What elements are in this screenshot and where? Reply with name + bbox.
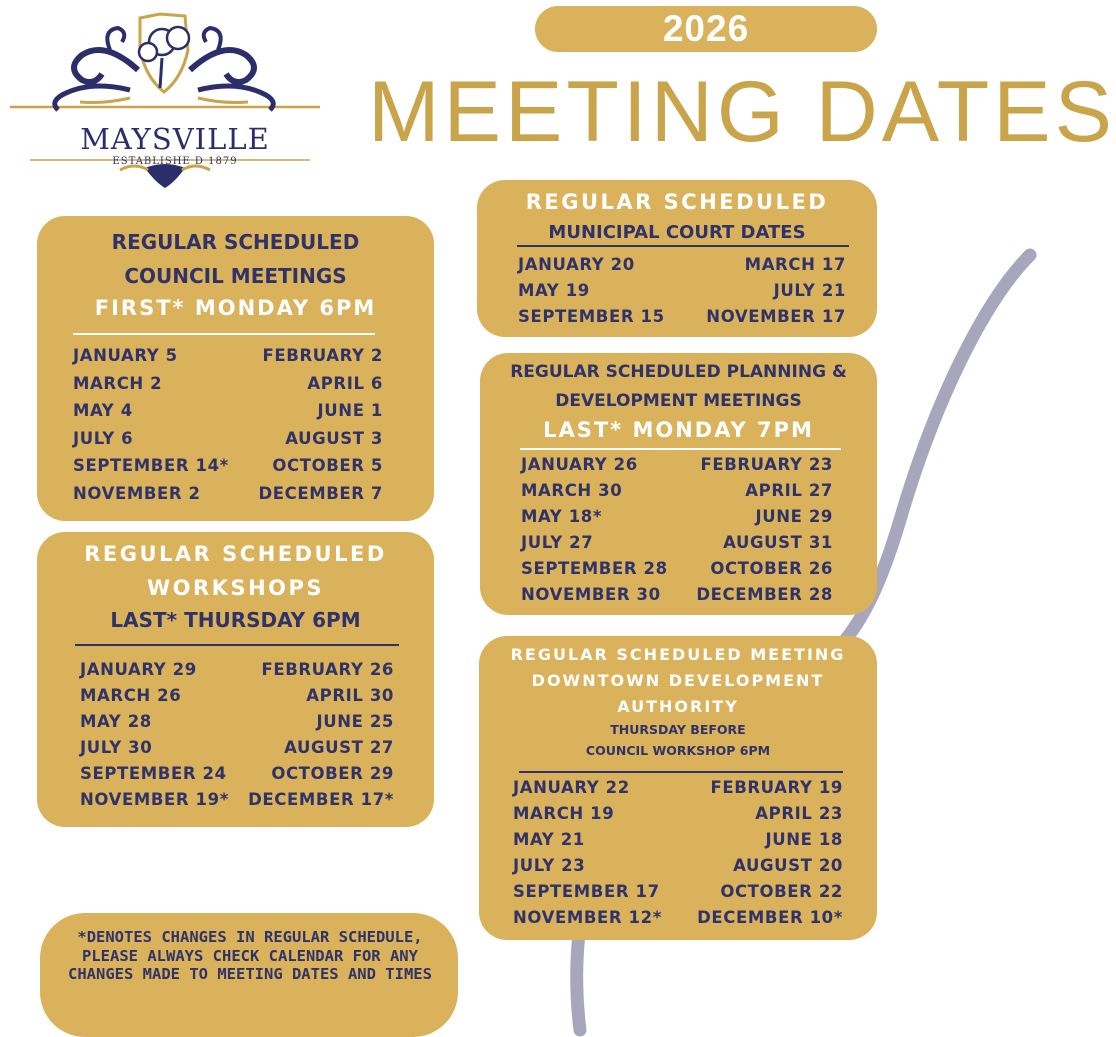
date-left: MARCH 26 [80, 686, 182, 705]
year-badge: 2026 [535, 6, 877, 52]
council-divider [73, 333, 375, 335]
date-right: FEBRUARY 2 [262, 346, 383, 365]
date-left: SEPTEMBER 17 [513, 882, 660, 901]
date-left: SEPTEMBER 15 [518, 307, 665, 326]
date-left: MAY 4 [73, 401, 133, 420]
date-left: NOVEMBER 19* [80, 790, 229, 809]
date-right: OCTOBER 5 [272, 456, 383, 475]
council-meetings-card [37, 216, 434, 521]
planning-card-title-1: REGULAR SCHEDULED PLANNING & [510, 362, 847, 382]
date-right: JULY 21 [773, 281, 846, 300]
dda-card-title-3: AUTHORITY [617, 697, 739, 716]
planning-dates-list [521, 455, 833, 604]
planning-card-title-2: DEVELOPMENT MEETINGS [555, 391, 802, 411]
council-card-title-1: REGULAR SCHEDULED [111, 230, 360, 254]
date-right: AUGUST 3 [285, 428, 383, 448]
workshops-dates-list [80, 660, 394, 809]
dda-card-title-1: REGULAR SCHEDULED MEETING [510, 645, 846, 664]
dda-card-schedule-2: COUNCIL WORKSHOP 6PM [585, 743, 771, 758]
date-right: DECEMBER 10* [697, 908, 843, 927]
date-left: JULY 6 [73, 428, 134, 448]
date-left: MAY 19 [518, 281, 590, 300]
date-right: FEBRUARY 19 [710, 778, 843, 797]
court-dates-list [518, 255, 846, 326]
workshops-card [37, 532, 434, 827]
logo-town-name: MAYSVILLE [80, 122, 270, 156]
council-card-schedule: FIRST* MONDAY 6PM [94, 296, 377, 320]
date-left: MARCH 19 [513, 804, 615, 823]
date-left: MAY 18* [521, 507, 603, 526]
maysville-logo [10, 10, 320, 195]
dda-dates-list [513, 778, 843, 927]
court-divider [517, 245, 849, 247]
court-card-title-1: REGULAR SCHEDULED [525, 190, 829, 214]
date-left: MARCH 2 [73, 373, 163, 393]
crest-emblem [10, 10, 320, 195]
workshops-card-title-2: WORKSHOPS [146, 576, 325, 600]
date-right: APRIL 27 [745, 481, 833, 500]
date-right: AUGUST 27 [284, 738, 394, 757]
date-left: JANUARY 5 [73, 346, 178, 365]
workshops-card-title-1: REGULAR SCHEDULED [84, 542, 387, 566]
date-left: JANUARY 20 [518, 255, 635, 274]
date-right: FEBRUARY 26 [261, 660, 394, 679]
date-right: NOVEMBER 17 [706, 307, 846, 326]
planning-divider [520, 448, 841, 450]
date-left: MAY 28 [80, 712, 152, 731]
date-left: SEPTEMBER 28 [521, 559, 668, 578]
page-title: MEETING DATES [368, 64, 1116, 160]
date-right: MARCH 17 [744, 255, 846, 274]
date-left: MAY 21 [513, 830, 585, 849]
downtown-development-authority-card [479, 636, 877, 940]
court-card-title-2: MUNICIPAL COURT DATES [548, 222, 806, 243]
logo-established: ESTABLISHE D 1879 [112, 156, 238, 167]
date-right: JUNE 18 [765, 830, 843, 849]
council-dates-list [73, 346, 383, 503]
date-right: DECEMBER 17* [248, 790, 394, 809]
dda-card-title-2: DOWNTOWN DEVELOPMENT [531, 671, 825, 690]
date-right: AUGUST 31 [723, 533, 833, 552]
date-left: SEPTEMBER 14* [73, 456, 229, 475]
date-right: FEBRUARY 23 [700, 455, 833, 474]
dda-card-schedule-1: THURSDAY BEFORE [610, 722, 746, 737]
date-right: AUGUST 20 [733, 856, 843, 875]
council-card-title-2: COUNCIL MEETINGS [124, 264, 347, 288]
date-right: JUNE 29 [755, 507, 833, 526]
planning-card-schedule: LAST* MONDAY 7PM [543, 418, 814, 442]
date-right: DECEMBER 28 [696, 585, 833, 604]
footnote-text: *DENOTES CHANGES IN REGULAR SCHEDULE, PLEASE ALWAYS CHECK CALENDAR FOR ANY CHANGES MADE TO MEETING DATES AND TIMES [68, 928, 432, 983]
date-right: APRIL 30 [306, 686, 394, 705]
date-right: OCTOBER 29 [271, 764, 394, 783]
date-left: JULY 23 [513, 856, 586, 875]
date-right: APRIL 23 [755, 804, 843, 823]
date-right: OCTOBER 26 [710, 559, 833, 578]
date-right: OCTOBER 22 [720, 882, 843, 901]
date-left: NOVEMBER 2 [73, 483, 201, 503]
date-left: JANUARY 29 [80, 660, 197, 679]
date-left: SEPTEMBER 24 [80, 764, 227, 783]
date-right: APRIL 6 [307, 373, 383, 393]
municipal-court-card [477, 180, 877, 337]
date-left: JULY 27 [521, 533, 594, 552]
date-left: JANUARY 22 [513, 778, 630, 797]
dda-divider [519, 771, 843, 773]
date-left: NOVEMBER 30 [521, 585, 661, 604]
date-left: JULY 30 [80, 738, 153, 757]
date-right: DECEMBER 7 [258, 483, 383, 503]
date-right: JUNE 1 [317, 401, 383, 420]
planning-development-card [480, 353, 877, 615]
date-right: JUNE 25 [316, 712, 394, 731]
date-left: MARCH 30 [521, 481, 623, 500]
workshops-divider [75, 644, 399, 646]
date-left: JANUARY 26 [521, 455, 638, 474]
date-left: NOVEMBER 12* [513, 908, 662, 927]
workshops-card-schedule: LAST* THURSDAY 6PM [110, 608, 361, 632]
